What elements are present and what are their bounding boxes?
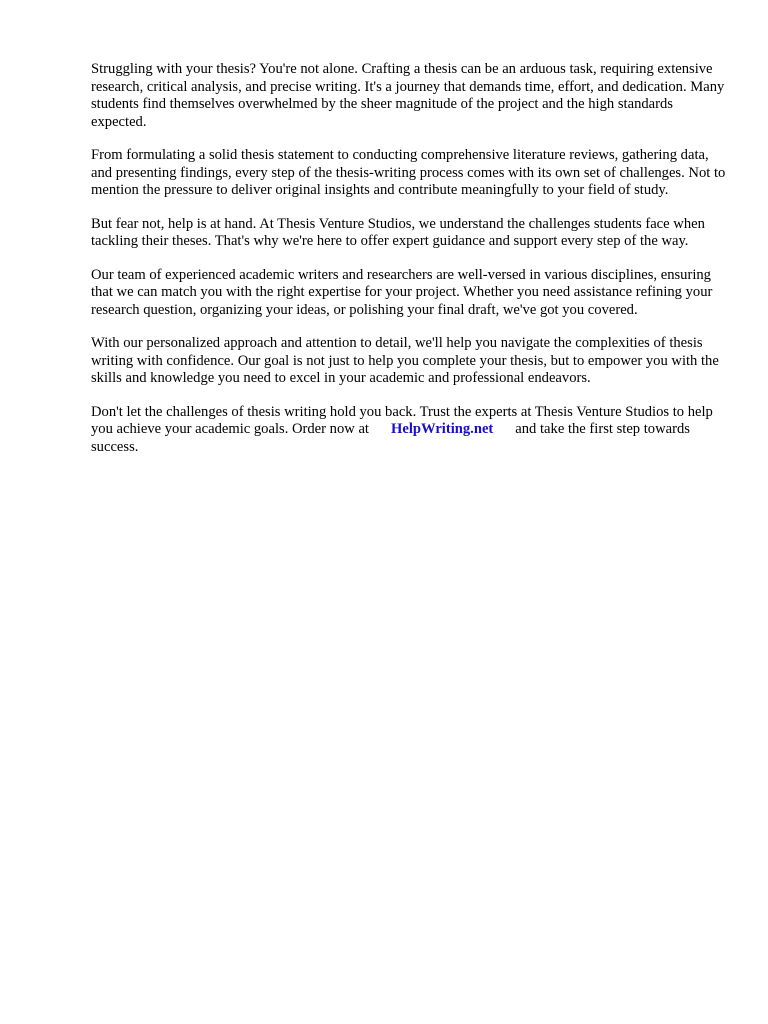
paragraph-help: But fear not, help is at hand. At Thesis Venture Studios, we understand the challenges students face when tackling their theses. That's why we're here to offer expert guidance and support every step of the way. [91, 215, 705, 249]
paragraph-call-to-action [91, 404, 731, 457]
paragraph-challenges: From formulating a solid thesis statement to conducting comprehensive literature reviews, gathering data, and presenting findings, every step of the thesis-writing process comes with its own set of challenges. Not to mention the pressure to deliver original insights and contribute meaningfully to your field of study. [91, 147, 726, 198]
paragraph-team: Our team of experienced academic writers and researchers are well-versed in various disciplines, ensuring that we can match you with the right expertise for your project. Whether you need assistance refining your research question, organizing your ideas, or polishing your final draft, we've got you covered. [91, 266, 713, 318]
cta-text-before-link: Don't let the challenges of thesis writing hold you back. Trust the experts at Thesis Venture Studios to help you achieve your academic goals. Order now at [91, 403, 713, 437]
cta-text-after-link: and take the first step towards success. [91, 421, 690, 455]
paragraph-approach: With our personalized approach and attention to detail, we'll help you navigate the complexities of thesis writing with confidence. Our goal is not just to help you complete your thesis, but to empower you with the skills and knowledge you need to excel in your academic and professional endeavors. [91, 335, 719, 386]
helpwriting-link[interactable]: HelpWriting.net [390, 421, 494, 437]
document-body [91, 61, 731, 472]
paragraph-intro: Struggling with your thesis? You're not alone. Crafting a thesis can be an arduous task, requiring extensive research, critical analysis, and precise writing. It's a journey that demands time, effort, and dedication. Many students find themselves overwhelmed by the sheer magnitude of the project and the high standards expected. [91, 61, 725, 130]
